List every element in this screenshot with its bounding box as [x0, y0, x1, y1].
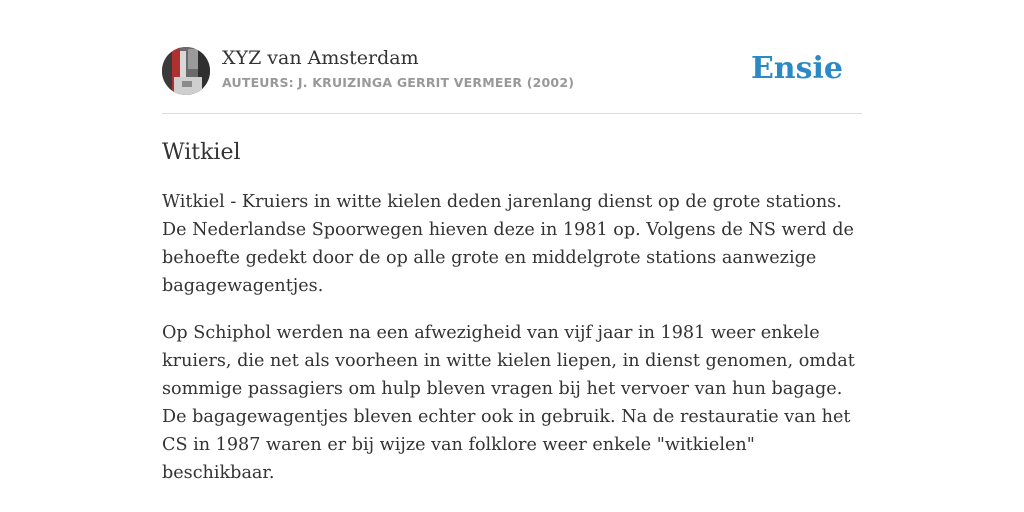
book-authors: [222, 75, 574, 91]
authors-label: AUTEURS:: [222, 75, 294, 90]
entry-paragraph: Op Schiphol werden na een afwezigheid van vijf jaar in 1981 weer enkele kruiers, die net als voorheen in witte kielen liepen, in dienst genomen, omdat sommige passagiers om hulp bleven vragen bij het vervoer van hun bagage. De bagagewagentjes bleven echter ook in gebruik. Na de restauratie van het CS in 1987 waren er bij wijze van folklore weer enkele "witkielen" beschikbaar.: [162, 323, 855, 483]
ensie-logo-link[interactable]: Ensie: [750, 51, 843, 86]
authors-value: J. KRUIZINGA GERRIT VERMEER (2002): [297, 75, 575, 90]
entry-paragraph: Witkiel - Kruiers in witte kielen deden jarenlang dienst op de grote stations. De Nederlandse Spoorwegen hieven deze in 1981 op. Volgens de NS werd de behoefte gedekt door de op alle grote en middelgrote stations aanwezige bagagewagentjes.: [162, 192, 854, 296]
entry-card: [162, 44, 862, 487]
entry-title: Witkiel: [162, 140, 241, 165]
book-cover-avatar[interactable]: [162, 47, 210, 95]
book-cover-image: [162, 47, 210, 95]
book-title[interactable]: XYZ van Amsterdam: [222, 47, 419, 69]
book-header: [162, 44, 862, 114]
